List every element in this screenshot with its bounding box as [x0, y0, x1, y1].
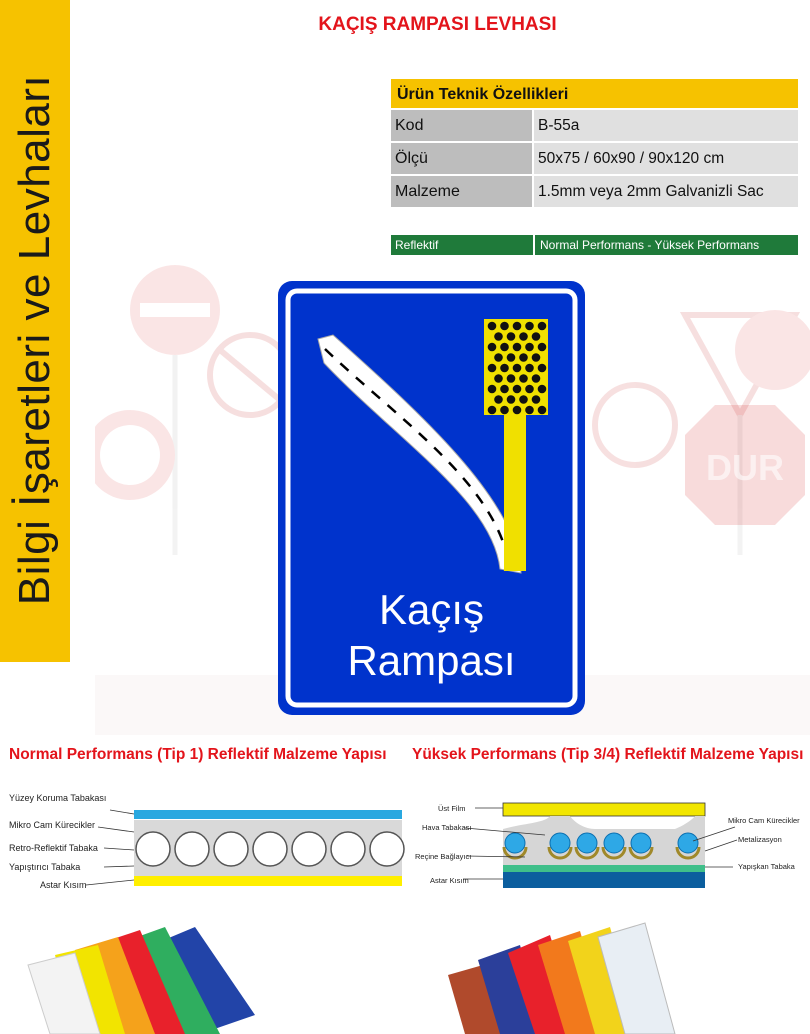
spec-table [391, 79, 798, 207]
layer-label: Mikro Cam Kürecikler [728, 816, 800, 825]
layer-label: Hava Tabakası [422, 823, 472, 832]
sign-text-line2: Rampası [347, 637, 516, 684]
normal-performance-heading: Normal Performans (Tip 1) Reflektif Malzeme Yapısı [9, 746, 387, 763]
background-dur-text: DUR [706, 447, 784, 488]
sidebar-band [0, 0, 70, 662]
table-row [391, 176, 798, 207]
spec-value: 1.5mm veya 2mm Galvanizli Sac [534, 176, 798, 207]
spec-key: Ölçü [391, 143, 532, 174]
spec-value: 50x75 / 60x90 / 90x120 cm [534, 143, 798, 174]
layer-label: Astar Kısım [40, 880, 87, 890]
sign-text-line1: Kaçış [378, 586, 485, 633]
reflective-row [391, 235, 798, 255]
high-sample-sheets [440, 905, 700, 1034]
reflective-key: Reflektif [391, 235, 533, 255]
normal-layer-diagram [0, 790, 405, 890]
layer-label: Üst Film [438, 804, 466, 813]
spec-key: Kod [391, 110, 532, 141]
spec-key: Malzeme [391, 176, 532, 207]
layer-label: Astar Kısım [430, 876, 469, 885]
table-row [391, 110, 798, 141]
sidebar-title: Bilgi İşaretleri ve Levhaları [10, 74, 59, 606]
spec-value: B-55a [534, 110, 798, 141]
high-performance-heading: Yüksek Performans (Tip 3/4) Reflektif Malzeme Yapısı [412, 746, 804, 763]
reflective-value: Normal Performans - Yüksek Performans [535, 235, 798, 255]
layer-label: Yüzey Koruma Tabakası [9, 793, 107, 803]
normal-sample-sheets [20, 905, 280, 1034]
layer-label: Retro-Reflektif Tabaka [9, 843, 98, 853]
layer-label: Yapıştırıcı Tabaka [9, 862, 81, 872]
layer-label: Metalizasyon [738, 835, 782, 844]
table-row [391, 143, 798, 174]
page-title: KAÇIŞ RAMPASI LEVHASI [318, 14, 557, 35]
spec-table-header: Ürün Teknik Özellikleri [391, 79, 798, 108]
layer-label: Yapışkan Tabaka [738, 862, 795, 871]
layer-label: Reçine Bağlayıcı [415, 852, 472, 861]
layer-label: Mikro Cam Kürecikler [9, 820, 96, 830]
escape-ramp-sign [278, 281, 585, 715]
